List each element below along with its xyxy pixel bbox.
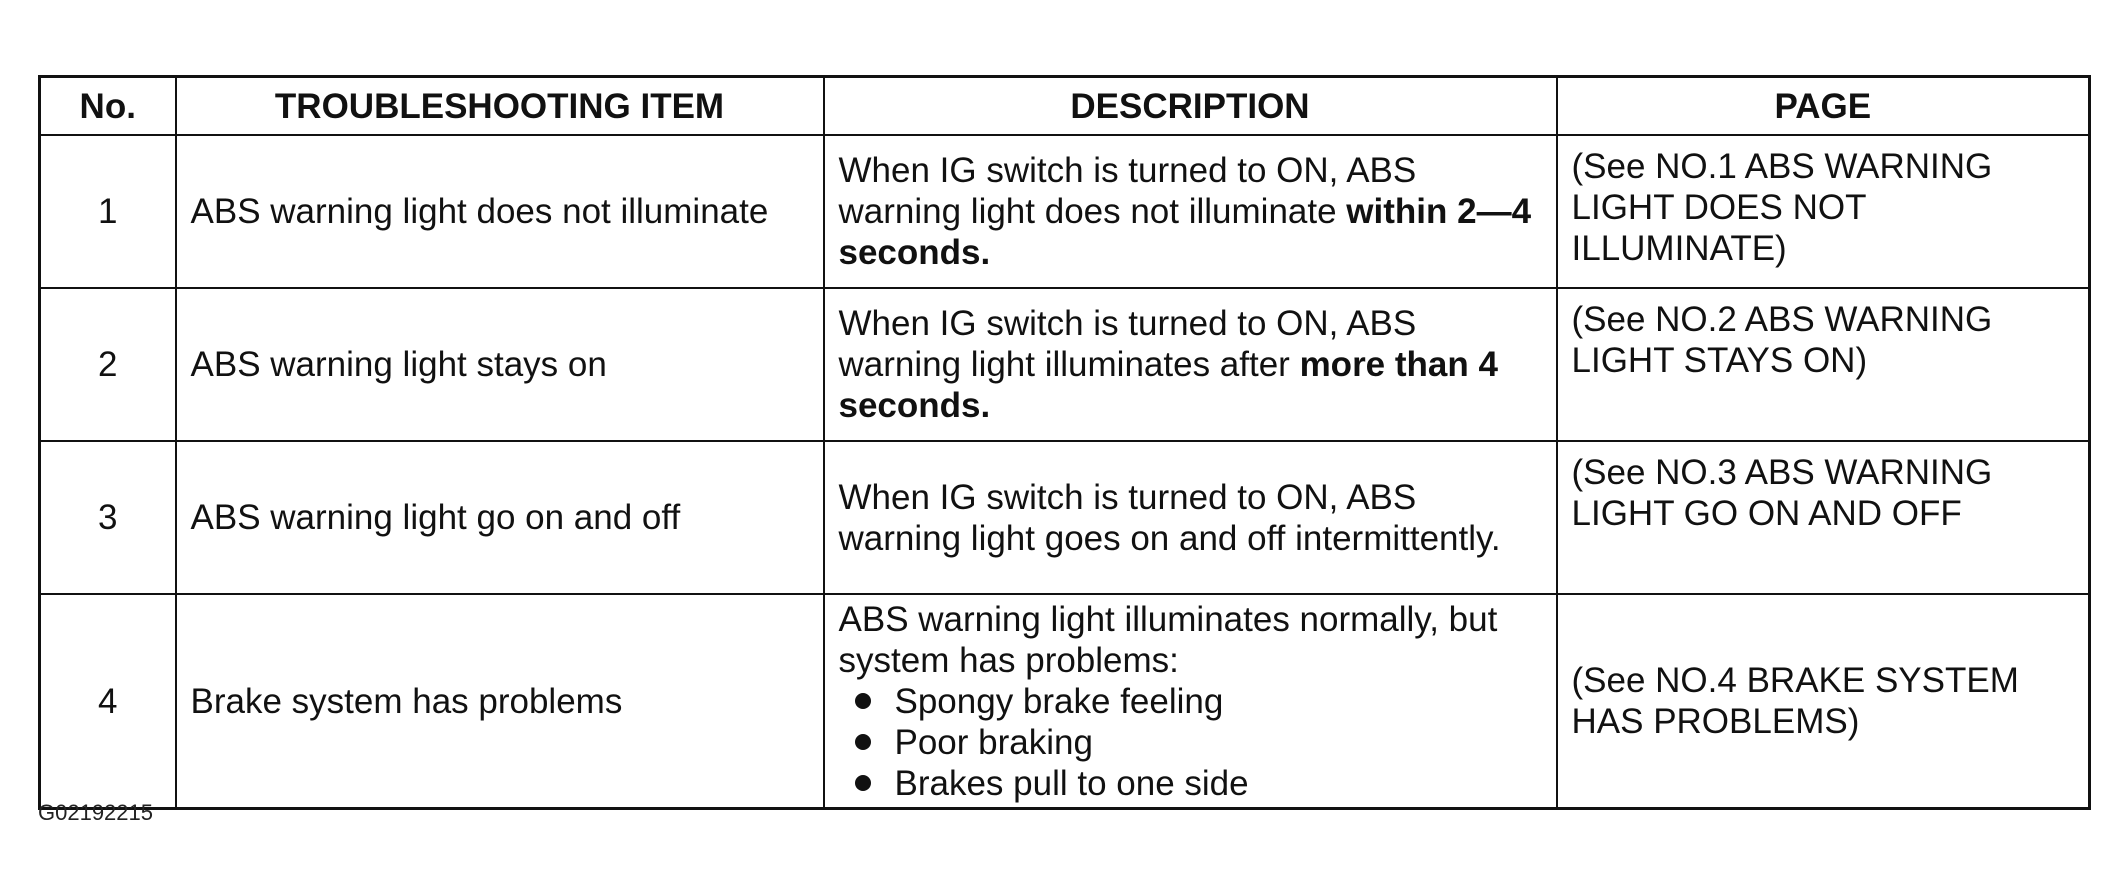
header-description: DESCRIPTION	[824, 77, 1557, 136]
list-item	[839, 681, 1546, 722]
page-reference: (See NO.2 ABS WARNING LIGHT STAYS ON)	[1557, 288, 2090, 441]
row-number: 3	[40, 441, 176, 594]
description-text: When IG switch is turned to ON, ABS warning light illuminates after	[838, 304, 1417, 384]
row-number: 4	[40, 594, 176, 809]
description-cell	[824, 135, 1557, 288]
troubleshooting-item: ABS warning light does not illuminate	[176, 135, 824, 288]
header-row	[40, 77, 2090, 136]
row-number: 2	[40, 288, 176, 441]
list-item-text: Spongy brake feeling	[894, 681, 1224, 721]
list-item	[839, 722, 1546, 763]
list-item	[839, 763, 1546, 804]
table-row	[40, 441, 2090, 594]
bullet-icon	[855, 734, 871, 750]
header-page: PAGE	[1557, 77, 2090, 136]
list-item-text: Poor braking	[894, 722, 1093, 762]
troubleshooting-item: Brake system has problems	[176, 594, 824, 809]
troubleshooting-table	[38, 75, 2091, 810]
header-no: No.	[40, 77, 176, 136]
description-end: .	[980, 233, 991, 272]
description-end: .	[980, 386, 991, 425]
troubleshooting-item: ABS warning light stays on	[176, 288, 824, 441]
description-cell: When IG switch is turned to ON, ABS warning light goes on and off intermittently.	[824, 441, 1557, 594]
description-text: When IG switch is turned to ON, ABS warning light does not illuminate	[838, 151, 1417, 231]
page-reference: (See NO.4 BRAKE SYSTEM HAS PROBLEMS)	[1557, 594, 2090, 809]
symptom-list	[839, 681, 1546, 804]
description-text: ABS warning light illuminates normally, but system has problems:	[838, 599, 1498, 680]
description-cell	[824, 594, 1557, 809]
description-cell	[824, 288, 1557, 441]
header-troubleshooting-item: TROUBLESHOOTING ITEM	[176, 77, 824, 136]
description-emphasis: more than 4 seconds	[838, 345, 1498, 425]
table-row	[40, 135, 2090, 288]
page-reference: (See NO.3 ABS WARNING LIGHT GO ON AND OFF	[1557, 441, 2090, 594]
page-reference: (See NO.1 ABS WARNING LIGHT DOES NOT ILLUMINATE)	[1557, 135, 2090, 288]
figure-code: G02192215	[38, 800, 153, 825]
row-number: 1	[40, 135, 176, 288]
bullet-icon	[855, 693, 871, 709]
list-item-text: Brakes pull to one side	[894, 763, 1249, 803]
troubleshooting-item: ABS warning light go on and off	[176, 441, 824, 594]
bullet-icon	[855, 775, 871, 791]
table-row	[40, 594, 2090, 809]
table-row	[40, 288, 2090, 441]
description-emphasis: within 2—4 seconds	[838, 192, 1532, 272]
